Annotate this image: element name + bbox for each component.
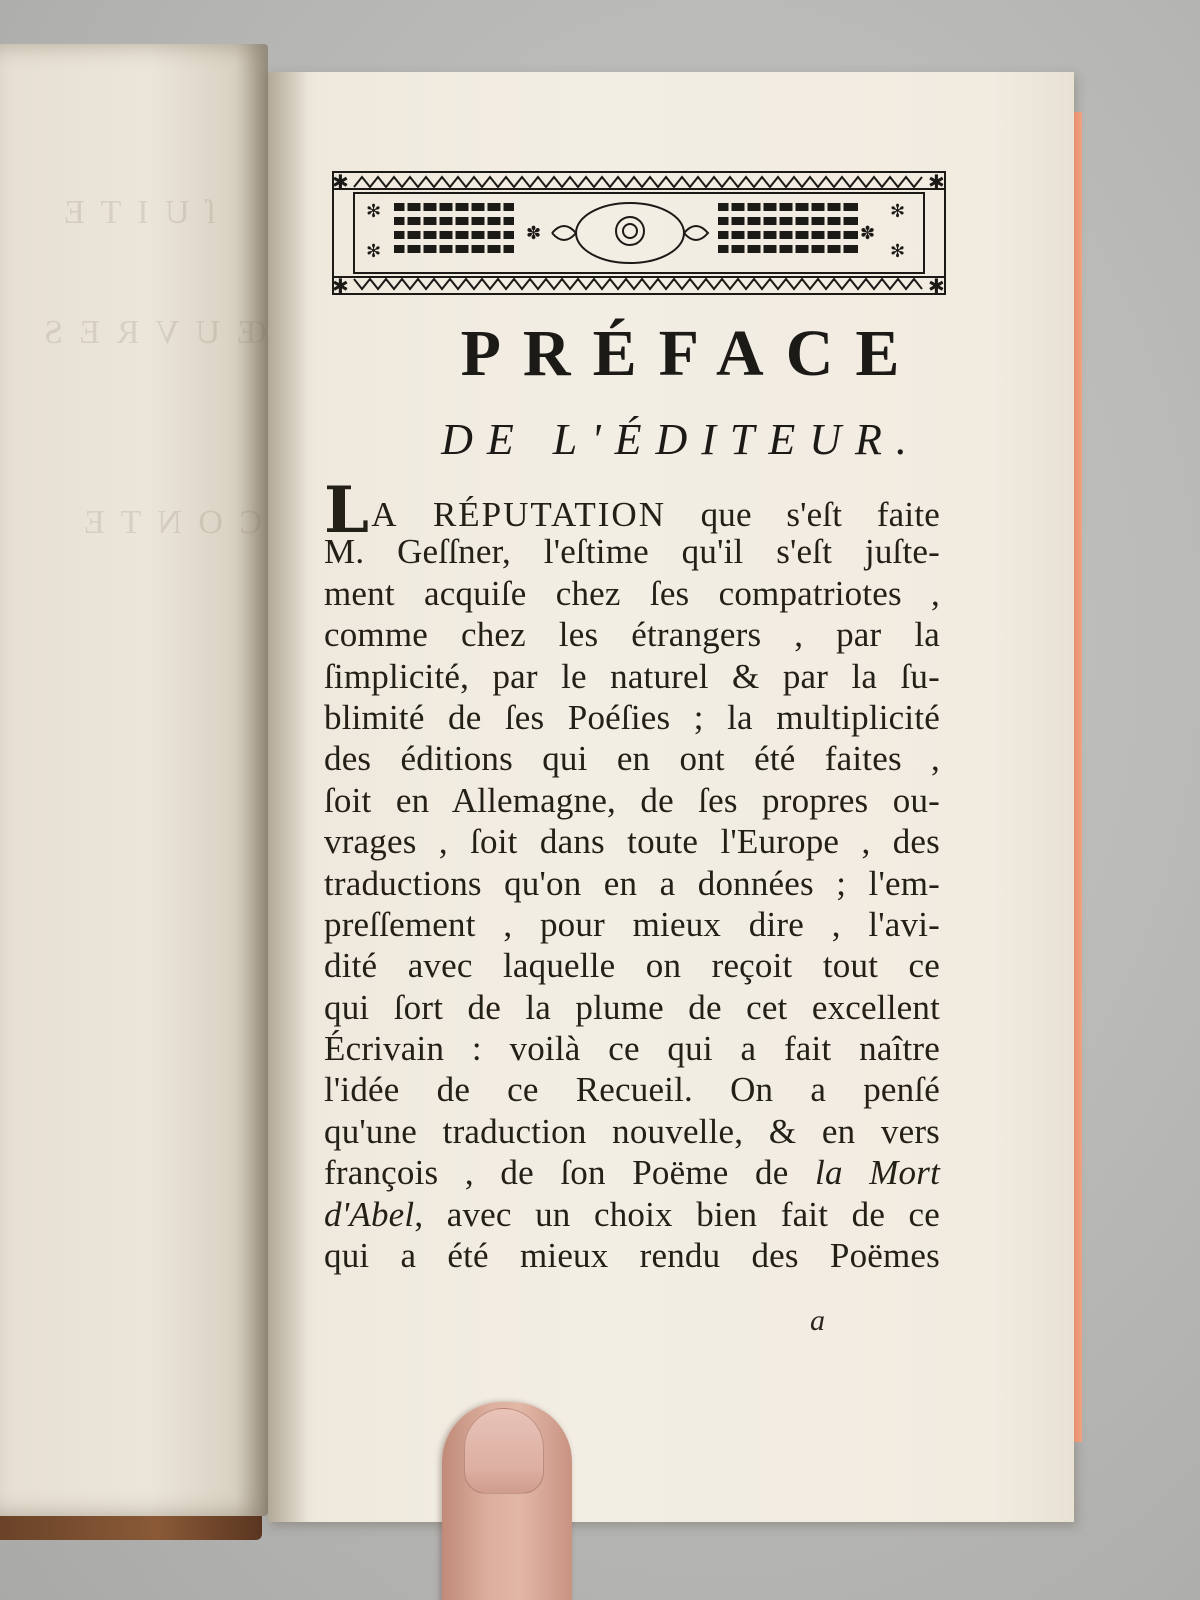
- svg-text:✻: ✻: [890, 241, 906, 262]
- italic-title: d'Abel: [324, 1194, 415, 1234]
- drop-cap: L: [324, 473, 370, 548]
- svg-text:✱: ✱: [928, 274, 945, 297]
- italic-title: la Mort: [815, 1153, 941, 1193]
- text-line: ſoit en Allemagne, de ſes propres ou-: [324, 780, 940, 820]
- line-text: françois , de ſon Poëme de: [324, 1153, 816, 1193]
- svg-text:✱: ✱: [332, 274, 349, 297]
- bleed-through-text: ſ U I T E: [60, 194, 216, 231]
- finger: [442, 1402, 572, 1600]
- text-line: dité avec laquelle on reçoit tout ce: [324, 946, 940, 986]
- right-page: [268, 72, 1074, 1522]
- text-line: blimité de ſes Poéſies ; la multiplicité: [324, 697, 940, 737]
- page-title: PRÉFACE: [460, 317, 922, 390]
- svg-text:✻: ✻: [366, 201, 382, 222]
- bleed-through-text: C O N T E: [80, 504, 263, 541]
- bleed-through-text: Œ U V R E S: [40, 314, 267, 351]
- fingernail: [464, 1408, 544, 1494]
- ornamental-headband: [330, 169, 948, 297]
- line-text: que s'eſt faite: [665, 495, 940, 534]
- gutter-shadow: [268, 72, 308, 1522]
- page-subtitle: DE L'ÉDITEUR.: [441, 415, 921, 464]
- svg-text:✱: ✱: [928, 170, 945, 194]
- signature-mark: a: [810, 1304, 825, 1337]
- text-line: l'idée de ce Recueil. On a penſé: [324, 1070, 940, 1110]
- text-line: qui ſort de la plume de cet excellent: [324, 987, 940, 1027]
- preface-body: [324, 473, 941, 1276]
- text-line: preſſement , pour mieux dire , l'avi-: [324, 904, 940, 944]
- svg-text:✽: ✽: [526, 223, 542, 244]
- text-line: [324, 1194, 940, 1235]
- text-line: ſimplicité, par le naturel & par la ſu-: [324, 656, 940, 696]
- svg-text:✻: ✻: [890, 201, 906, 222]
- svg-text:✽: ✽: [860, 223, 876, 244]
- text-line: comme chez les étrangers , par la: [324, 615, 940, 655]
- text-line: des éditions qui en ont été faites ,: [324, 739, 940, 779]
- line-text: , avec un choix bien fait de ce: [414, 1194, 940, 1234]
- svg-text:✻: ✻: [366, 241, 382, 262]
- text-line: ment acquiſe chez ſes compatriotes ,: [324, 573, 940, 613]
- text-line: vrages , ſoit dans toute l'Europe , des: [324, 822, 940, 862]
- text-line: M. Geſſner, l'eſtime qu'il s'eſt juſte-: [324, 532, 940, 572]
- text-line: [324, 473, 940, 548]
- text-line: traductions qu'on en a données ; l'em-: [324, 863, 940, 903]
- page-edge-red: [1074, 112, 1082, 1442]
- text-line: qui a été mieux rendu des Poëmes: [324, 1236, 940, 1276]
- text-line: qu'une traduction nouvelle, & en vers: [324, 1111, 940, 1151]
- text-line: [324, 1152, 940, 1193]
- svg-text:✱: ✱: [332, 170, 349, 194]
- text-line: Écrivain : voilà ce qui a fait naître: [324, 1029, 940, 1069]
- opening-small-caps: A RÉPUTATION: [371, 495, 666, 534]
- left-page: [0, 44, 268, 1516]
